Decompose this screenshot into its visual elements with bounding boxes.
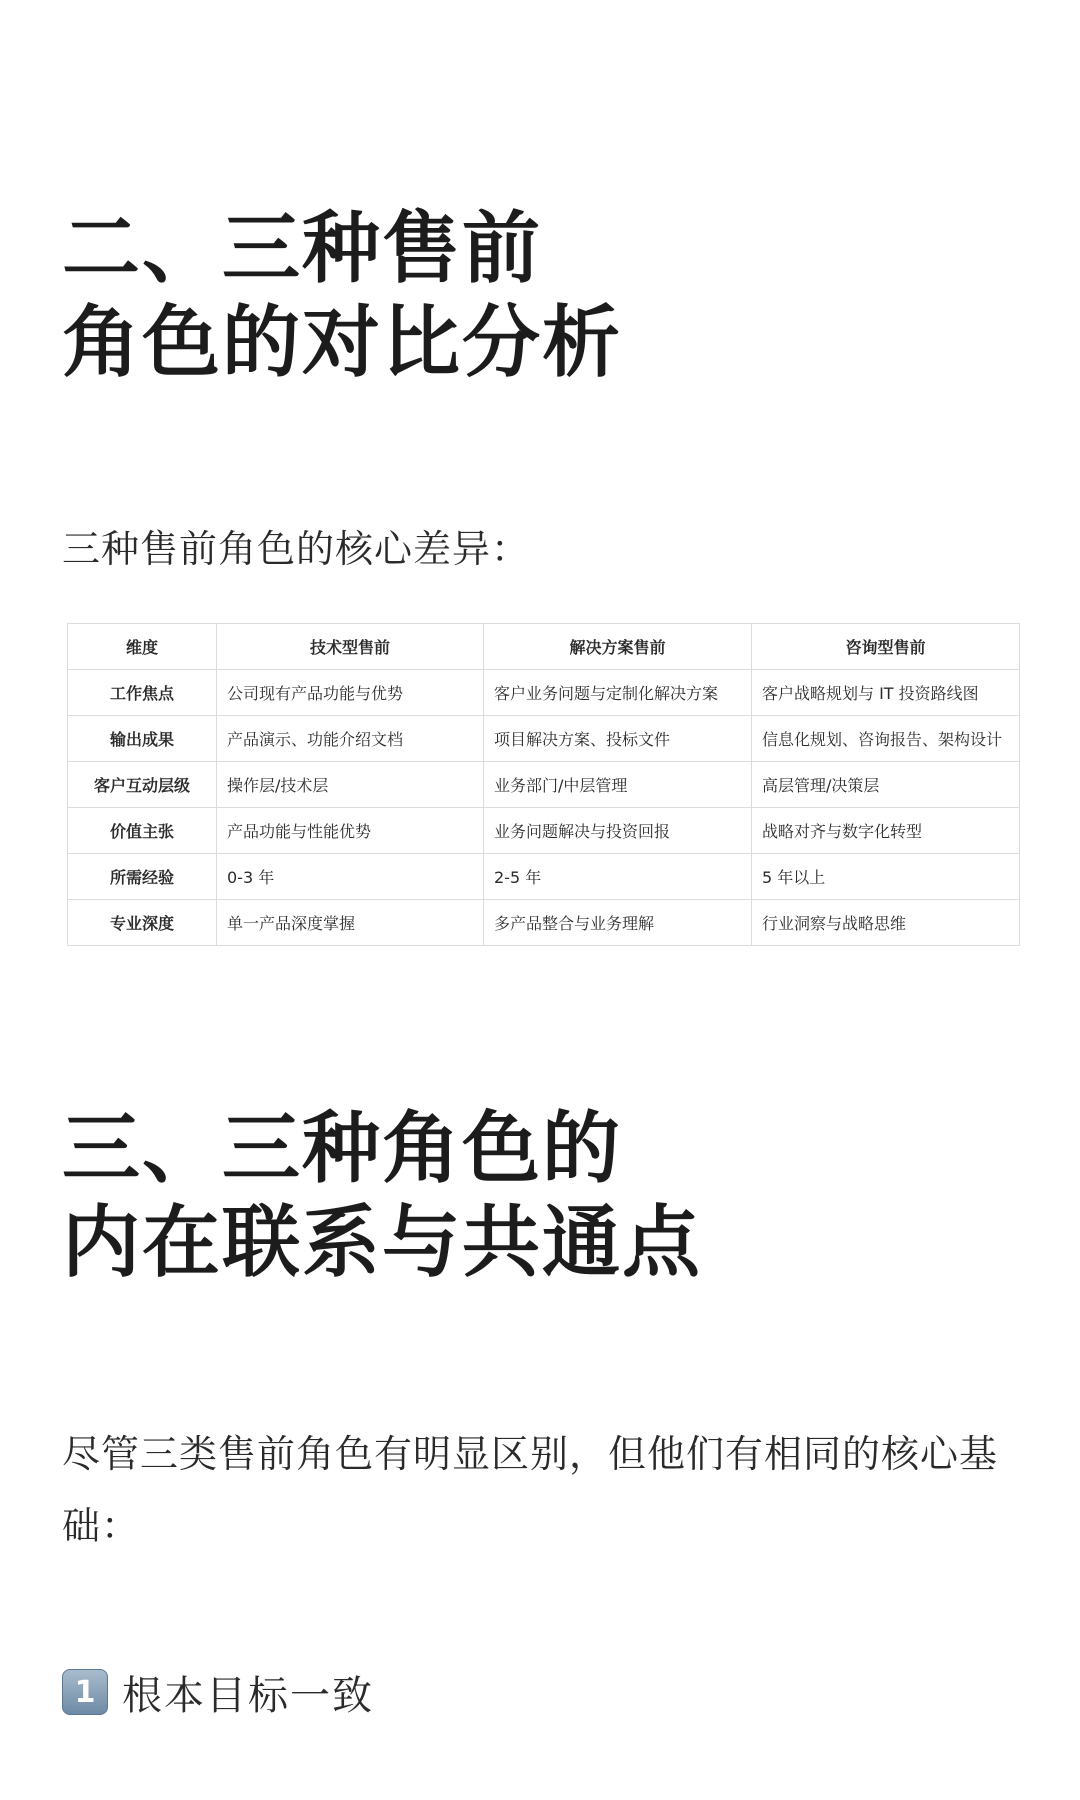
comparison-intro: 三种售前角色的核心差异： [62, 527, 531, 571]
common-foundation-paragraph: 尽管三类售前角色有明显区别，但他们有相同的核心基础： [62, 1432, 999, 1548]
section-3-title [62, 1102, 702, 1290]
comparison-table [67, 623, 1020, 946]
table-cell: 项目解决方案、投标文件 [484, 716, 752, 762]
point-1 [62, 1666, 374, 1718]
table-cell: 客户业务问题与定制化解决方案 [484, 670, 752, 716]
section-2-title-line-2: 角色的对比分析 [62, 297, 623, 388]
table-dimension-cell: 输出成果 [68, 716, 217, 762]
table-cell: 5 年以上 [752, 854, 1020, 900]
table-dimension-cell: 所需经验 [68, 854, 217, 900]
table-cell: 高层管理/决策层 [752, 762, 1020, 808]
table-row [68, 808, 1020, 854]
table-row [68, 900, 1020, 946]
table-cell: 单一产品深度掌握 [217, 900, 484, 946]
table-header-cell: 解决方案售前 [484, 624, 752, 670]
table-cell: 多产品整合与业务理解 [484, 900, 752, 946]
section-3-title-line-2: 内在联系与共通点 [62, 1197, 703, 1288]
table-dimension-cell: 价值主张 [68, 808, 217, 854]
section-2-title [62, 202, 622, 390]
table-cell: 0-3 年 [217, 854, 484, 900]
table-dimension-cell: 工作焦点 [68, 670, 217, 716]
table-header-cell: 技术型售前 [217, 624, 484, 670]
table-header-cell: 维度 [68, 624, 217, 670]
table-row [68, 762, 1020, 808]
comparison-table-wrapper [67, 623, 1019, 946]
table-cell: 产品功能与性能优势 [217, 808, 484, 854]
table-cell: 公司现有产品功能与优势 [217, 670, 484, 716]
table-cell: 战略对齐与数字化转型 [752, 808, 1020, 854]
table-cell: 业务部门/中层管理 [484, 762, 752, 808]
table-cell: 信息化规划、咨询报告、架构设计 [752, 716, 1020, 762]
table-dimension-cell: 专业深度 [68, 900, 217, 946]
table-row [68, 716, 1020, 762]
table-cell: 客户战略规划与 IT 投资路线图 [752, 670, 1020, 716]
table-cell: 产品演示、功能介绍文档 [217, 716, 484, 762]
table-header-row [68, 624, 1020, 670]
table-cell: 业务问题解决与投资回报 [484, 808, 752, 854]
section-2-title-line-1: 二、三种售前 [62, 203, 543, 294]
table-row [68, 854, 1020, 900]
table-cell: 行业洞察与战略思维 [752, 900, 1020, 946]
table-cell: 操作层/技术层 [217, 762, 484, 808]
section-3-title-line-1: 三、三种角色的 [62, 1103, 623, 1194]
keycap-1-icon: 1 [62, 1669, 108, 1715]
point-1-text: 根本目标一致 [122, 1672, 374, 1719]
table-row [68, 670, 1020, 716]
table-cell: 2-5 年 [484, 854, 752, 900]
table-header-cell: 咨询型售前 [752, 624, 1020, 670]
table-dimension-cell: 客户互动层级 [68, 762, 217, 808]
